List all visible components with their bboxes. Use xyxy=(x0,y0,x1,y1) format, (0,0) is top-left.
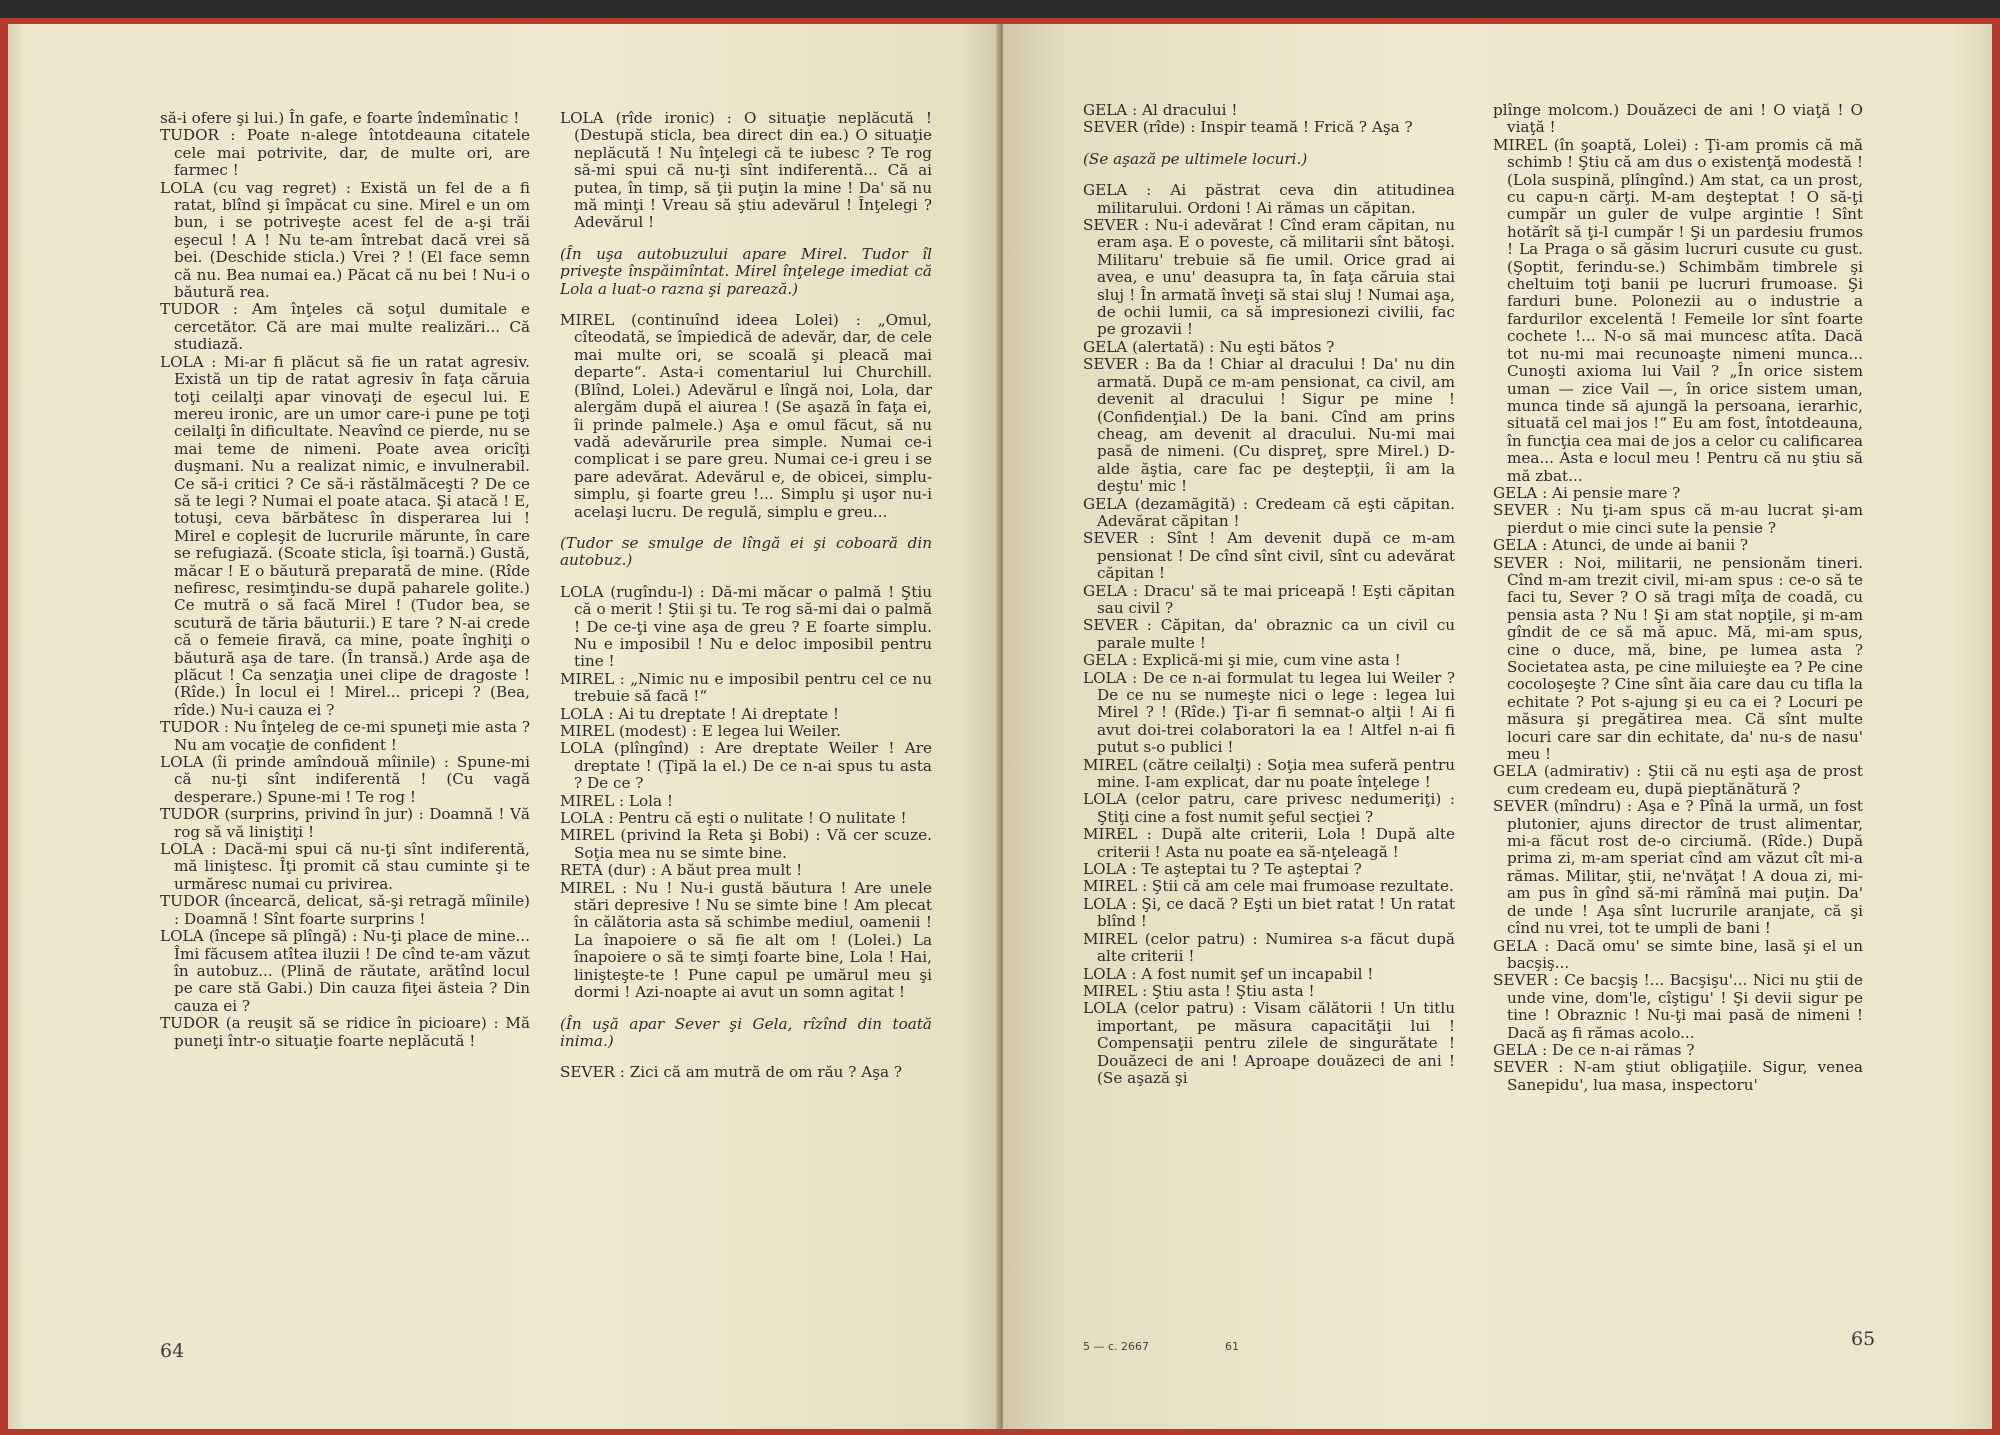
dialogue-line: SEVER : Noi, militarii, ne pensionăm tineri. Cînd m-am trezit civil, mi-am spus : ce-o să te faci tu, Sever ? O să tragi mîţa de coadă, cu pensia asta ? Nu ! Şi am stat nopţile, şi m-am gîndit de ce să mă apuc. Mă, mi-am spus, cine o duce, mă, bine, pe lumea asta ? Societatea asta, pe cine miluieşte ea ? Pe cine cocoloşeşte ? Cine sînt ăia care dau cu tifla la echitate ? Pot s-ajung şi eu ca ei ? Locuri pe măsura şi pregătirea mea. Că sînt multe locuri care sar din echitate, da' nu-s de nasu' meu ! xyxy=(1493,553,1863,764)
dialogue-line: GELA : Dracu' să te mai priceapă ! Eşti căpitan sau civil ? xyxy=(1083,581,1455,617)
dialogue-line: GELA : Dacă omu' se simte bine, lasă şi el un bacşiş... xyxy=(1493,936,1863,972)
dialogue-line: LOLA (plîngînd) : Are dreptate Weiler ! Are dreptate ! (Ţipă la el.) De ce n-ai spus tu asta ? De ce ? xyxy=(560,739,932,793)
left-column-1 xyxy=(160,110,530,1050)
dialogue-line: TUDOR : Nu înţeleg de ce-mi spuneţi mie asta ? Nu am vocaţie de confident ! xyxy=(160,718,530,754)
dialogue-line: GELA (alertată) : Nu eşti bătos ? xyxy=(1083,337,1335,356)
dialogue-line: GELA (dezamăgită) : Credeam că eşti căpitan. Adevărat căpitan ! xyxy=(1083,494,1455,530)
dialogue-line: TUDOR (a reuşit să se ridice în picioare) : Mă puneţi într-o situaţie foarte neplăcută ! xyxy=(160,1014,530,1050)
dialogue-line: GELA : Al dracului ! xyxy=(1083,101,1238,119)
dialogue-line: GELA : Ai pensie mare ? xyxy=(1493,483,1681,502)
dialogue-line: să-i ofere şi lui.) În gafe, e foarte îndemînatic ! xyxy=(160,109,520,127)
dialogue-line: LOLA (celor patru, care privesc nedumeriţi) : Ştiţi cine a fost numit şeful secţiei ? xyxy=(1083,790,1455,826)
dialogue-line: TUDOR (încearcă, delicat, să-şi retragă mîinile) : Doamnă ! Sînt foarte surprins ! xyxy=(160,892,530,928)
dialogue-line: LOLA : Ai tu dreptate ! Ai dreptate ! xyxy=(560,704,839,723)
dialogue-line: LOLA : Mi-ar fi plăcut să fie un ratat agresiv. Există un tip de ratat agresiv în faţa căruia toţi ceilalţi apar vinovaţi de eşecul lui. E mereu ironic, are un umor care-i pune pe toţi ceilalţi în dificultate. Neavînd ce pierde, nu se mai teme de nimeni. Poate avea oricîţi duşmani. Nu a realizat nimic, e invulnerabil. Ce să-i critici ? Ce să-i răstălmăceşti ? De ce să te legi ? Numai el poate ataca. Şi atacă ! E, totuşi, ceva bărbătesc în disperarea lui ! Mirel e copleşit de lucrurile mărunte, în care se refugiază. (Scoate sticla, îşi toarnă.) Gustă, măcar ! E o băutură preparată de mine. (Rîde nefiresc, resimţindu-se după paharele golite.) Ce mutră o să facă Mirel ! (Tudor bea, se scutură de tăria băuturii.) E tare ? N-ai crede că o femeie firavă, ca mine, poate înghiţi o băutură aşa de tare. (În transă.) Arde aşa de plăcut ! Ca senzaţia unei clipe de dragoste ! (Rîde.) În locul ei ! Mirel... pricepi ? (Bea, rîde.) Nu-i cauza ei ? xyxy=(160,352,530,719)
right-column-1 xyxy=(1083,102,1455,1087)
dialogue-line: MIREL (în şoaptă, Lolei) : Ţi-am promis că mă schimb ! Ştiu că am dus o existenţă modestă ! (Lola suspină, plîngînd.) Am stat, ca un prost, cu capu-n cărţi. M-am deşteptat ! O să-ţi cumpăr un guler de vulpe argintie ! Sînt hotărît să ţi-l cumpăr ! Şi un pardesiu frumos ! La Praga o să găsim lucruri cusute cu gust. (Şoptit, ferindu-se.) Schimbăm timbrele şi cheltuim toţi banii pe lucruri frumoase. Şi farduri bune. Polonezii au o industrie a fardurilor excelentă ! Femeile lor sînt foarte cochete !... N-o să mai muncesc atîta. Dacă tot nu-mi mai recunoaşte nimeni munca... Cunoşti axioma lui Vail ? „În orice sistem uman — zice Vail —, în orice sistem uman, munca tinde să ajungă la persoana, ierarhic, situată cel mai jos !“ Eu am fost, întotdeauna, în funcţia cea mai de jos a celor cu calificarea mea... Asta e locul meu ! Pentru că nu ştiu să mă zbat... xyxy=(1493,135,1863,485)
dialogue-line: MIREL : „Nimic nu e imposibil pentru cel ce nu trebuie să facă !“ xyxy=(560,669,932,706)
dialogue-line: TUDOR (surprins, privind în jur) : Doamnă ! Vă rog să vă liniştiţi ! xyxy=(160,805,530,841)
dialogue-line: LOLA (cu vag regret) : Există un fel de a fi ratat, blînd şi împăcat cu sine. Mirel e un om bun, i se potriveşte acest fel de a-şi trăi eşecul ! A ! Nu te-am întrebat dacă vrei să bei. (Deschide sticla.) Vrei ? ! (El face semn că nu. Bea numai ea.) Păcat că nu bei ! Nu-i o băutură rea. xyxy=(160,178,530,302)
dialogue-line: SEVER : N-am ştiut obligaţiile. Sigur, venea Sanepidu', lua masa, inspectoru' xyxy=(1493,1058,1863,1094)
dialogue-line: GELA : Ai păstrat ceva din atitudinea militarului. Ordoni ! Ai rămas un căpitan. xyxy=(1083,181,1455,217)
stage-direction: (Tudor se smulge de lîngă ei şi coboară din autobuz.) xyxy=(560,533,932,570)
dialogue-line: RETA (dur) : A băut prea mult ! xyxy=(560,861,803,880)
dialogue-line: SEVER : Ba da ! Chiar al dracului ! Da' nu din armată. După ce m-am pensionat, ca civil, am devenit al dracului ! Sigur pe mine ! (Confidenţial.) De la bani. Cînd am prins cheag, am devenit al dracului. Nu-mi mai pasă de nimeni. (Cu dispreţ, spre Mirel.) D-alde ăştia, care fac pe deştepţii, îi am la deştu' mic ! xyxy=(1083,355,1455,496)
dialogue-line: LOLA : Te aşteptai tu ? Te aşteptai ? xyxy=(1083,860,1362,879)
dialogue-line: MIREL : Ştii că am cele mai frumoase rezultate. xyxy=(1083,877,1454,896)
printer-signature-page: 61 xyxy=(1225,1340,1239,1353)
dialogue-line: MIREL (modest) : E legea lui Weiler. xyxy=(560,722,841,740)
stage-direction: (Se aşază pe ultimele locuri.) xyxy=(1083,149,1308,168)
dialogue-line: GELA (admirativ) : Ştii că nu eşti aşa de prost cum credeam eu, după pieptănătură ? xyxy=(1493,762,1863,798)
dialogue-line: GELA : Atunci, de unde ai banii ? xyxy=(1493,536,1749,555)
right-page xyxy=(1003,24,1992,1429)
dialogue-line: GELA : Explică-mi şi mie, cum vine asta ! xyxy=(1083,651,1401,670)
left-column-2 xyxy=(560,110,932,1082)
stage-direction: (În uşa autobuzului apare Mirel. Tudor îl priveşte înspăimîntat. Mirel înţelege imediat că Lola a luat-o razna şi parează.) xyxy=(560,244,932,298)
dialogue-line: MIREL (continuînd ideea Lolei) : „Omul, cîteodată, se împiedică de adevăr, dar, de cele mai multe ori, se scoală şi pleacă mai departe“. Asta-i comentariul lui Churchill. (Blînd, Lolei.) Adevărul e lîngă noi, Lola, dar alergăm după el aiurea ! (Se aşază în faţa ei, îi prinde palmele.) Aşa e omul făcut, să nu vadă adevărurile prea simple. Numai ce-i complicat i se pare greu. Numai ce-i greu i se pare adevărat. Adevărul e, de obicei, simplu-simplu, şi foarte greu !... Simplu şi uşor nu-i acelaşi lucru. De regulă, simplu e greu... xyxy=(560,311,932,521)
dialogue-line: SEVER : Nu ţi-am spus că m-au lucrat şi-am pierdut o mie cinci sute la pensie ? xyxy=(1493,501,1863,537)
dialogue-line: LOLA (rugîndu-l) : Dă-mi măcar o palmă ! Ştiu că o merit ! Ştii şi tu. Te rog să-mi dai o palmă ! De ce-ţi vine aşa de greu ? E foarte simplu. Nu e imposibil ! Nu e deloc imposibil pentru tine ! xyxy=(560,582,932,671)
dialogue-line: LOLA (începe să plîngă) : Nu-ţi place de mine... Îmi făcusem atîtea iluzii ! De cînd te-am văzut în autobuz... (Plină de răutate, arătînd locul pe care stă Gabi.) Din cauza fiţei ăsteia ? Din cauza ei ? xyxy=(160,927,530,1015)
dialogue-line: TUDOR : Am înţeles că soţul dumitale e cercetător. Că are mai multe realizări... Că studiază. xyxy=(160,300,530,354)
dialogue-line: SEVER : Ce bacşiş !... Bacşişu'... Nici nu ştii de unde vine, dom'le, cîştigu' ! Şi devii sigur pe tine ! Obraznic ! Nu-ţi mai pasă de nimeni ! Dacă aş fi rămas acolo... xyxy=(1493,971,1863,1042)
dialogue-line: SEVER : Sînt ! Am devenit după ce m-am pensionat ! De cînd sînt civil, sînt cu adevărat căpitan ! xyxy=(1083,529,1455,583)
dialogue-line: LOLA (rîde ironic) : O situaţie neplăcută ! (Destupă sticla, bea direct din ea.) O situaţie neplăcută ! Nu înţelegi că te iubesc ? Te rog să-mi spui că nu-ţi sînt indiferentă... Că ai putea, în timp, să ţii puţin la mine ! Da' să nu mă minţi ! Vreau să ştiu adevărul ! Înţelegi ? Adevărul ! xyxy=(560,109,932,232)
dialogue-line: MIREL (privind la Reta şi Bobi) : Vă cer scuze. Soţia mea nu se simte bine. xyxy=(560,826,932,862)
dialogue-line: MIREL : Lola ! xyxy=(560,791,674,810)
stage-direction: (În uşă apar Sever şi Gela, rîzînd din toată inima.) xyxy=(560,1014,932,1050)
dialogue-line: SEVER (rîde) : Inspir teamă ! Frică ? Aşa ? xyxy=(1083,118,1413,137)
dialogue-line: LOLA : Pentru că eşti o nulitate ! O nulitate ! xyxy=(560,809,907,828)
right-column-2 xyxy=(1493,102,1863,1094)
dialogue-line: plînge molcom.) Douăzeci de ani ! O viaţă ! O viaţă ! xyxy=(1493,101,1863,137)
printer-signature: 5 — c. 2667 xyxy=(1083,1340,1150,1353)
dialogue-line: LOLA (îi prinde amîndouă mîinile) : Spune-mi că nu-ţi sînt indiferentă ! (Cu vagă desperare.) Spune-mi ! Te rog ! xyxy=(160,753,530,806)
dialogue-line: LOLA : De ce n-ai formulat tu legea lui Weiler ? De ce nu se numeşte nici o lege : legea lui Mirel ? ! (Rîde.) Ţi-ar fi semnat-o alţii ! Ai fi avut doi-trei colaboratori la ea ! Altfel n-ai fi putut s-o publici ! xyxy=(1083,668,1455,757)
dialogue-line: SEVER : Căpitan, da' obraznic ca un civil cu parale multe ! xyxy=(1083,616,1455,652)
dialogue-line: LOLA : Şi, ce dacă ? Eşti un biet ratat ! Un ratat blînd ! xyxy=(1083,894,1455,931)
dialogue-line: MIREL (către ceilalţi) : Soţia mea suferă pentru mine. I-am explicat, dar nu poate înţelege ! xyxy=(1083,755,1455,792)
dialogue-line: MIREL : Nu ! Nu-i gustă băutura ! Are unele stări depresive ! Nu se simte bine ! Am plecat în călătoria asta să schimbe mediul, oamenii ! La înapoiere o să fie alt om ! (Lolei.) La înapoiere o să te simţi foarte bine, Lola ! Hai, linişteşte-te ! Pune capul pe umărul meu şi dormi ! Azi-noapte ai avut un somn agitat ! xyxy=(560,878,932,1002)
dialogue-line: LOLA : A fost numit şef un incapabil ! xyxy=(1083,964,1374,983)
dialogue-line: LOLA : Dacă-mi spui că nu-ţi sînt indiferentă, mă liniştesc. Îţi promit că stau cuminte şi te urmăresc numai cu privirea. xyxy=(160,840,530,893)
page-number-left: 64 xyxy=(160,1340,185,1362)
dialogue-line: MIREL (celor patru) : Numirea s-a făcut după alte criterii ! xyxy=(1083,929,1455,966)
left-page xyxy=(8,24,1001,1429)
book xyxy=(0,18,2000,1435)
dialogue-line: MIREL : Ştiu asta ! Ştiu asta ! xyxy=(1083,981,1315,1000)
dialogue-line: LOLA (celor patru) : Visam călătorii ! Un titlu important, pe măsura capacităţii lui ! Compensaţii pentru zilele de singurătate ! Douăzeci de ani ! Aproape douăzeci de ani ! (Se aşază şi xyxy=(1083,999,1455,1087)
dialogue-line: SEVER (mîndru) : Aşa e ? Pînă la urmă, un fost plutonier, ajuns director de trust alimentar, mi-a făcut rost de-o circiumă. (Rîde.) După prima zi, m-am speriat cînd am văzut cît mi-a rămas. Militar, ştii, ne'nvăţat ! A doua zi, mi-am pus în gînd să-mi rămînă mai puţin. Da' de unde ! Aşa sînt lucrurile aranjate, că şi cînd nu vrei, tot te umpli de bani ! xyxy=(1493,797,1863,938)
dialogue-line: SEVER : Zici că am mutră de om rău ? Aşa ? xyxy=(560,1063,903,1082)
dialogue-line: TUDOR : Poate n-alege întotdeauna citatele cele mai potrivite, dar, de multe ori, are farmec ! xyxy=(160,126,530,180)
page-number-right: 65 xyxy=(1851,1328,1876,1350)
dialogue-line: GELA : De ce n-ai rămas ? xyxy=(1493,1040,1695,1059)
dialogue-line: SEVER : Nu-i adevărat ! Cînd eram căpitan, nu eram aşa. E o poveste, că militarii sînt bătoşi. Militaru' trebuie să fie umil. Orice grad ai avea, e unu' deasupra ta, în faţa căruia stai sluj ! În armată înveţi să stai sluj ! Numai aşa, de ochii lumii, ca să impresionezi civilii, fac pe grozavii ! xyxy=(1083,216,1455,339)
dialogue-line: MIREL : După alte criterii, Lola ! După alte criterii ! Asta nu poate ea să-nţeleagă ! xyxy=(1083,825,1455,861)
